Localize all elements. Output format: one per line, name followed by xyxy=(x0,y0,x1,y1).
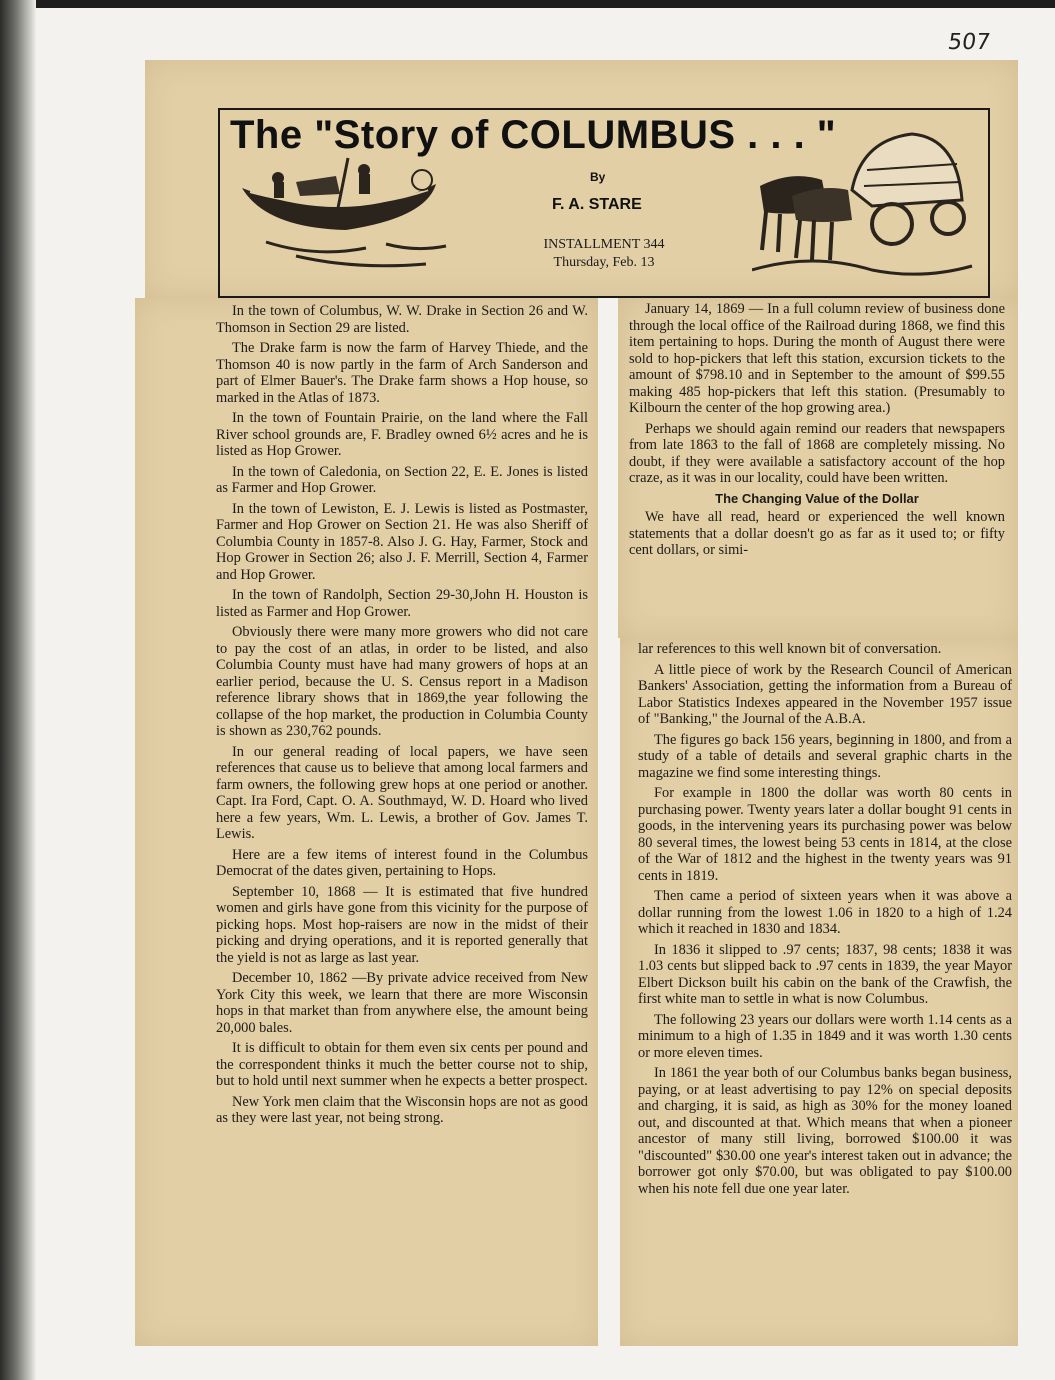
paragraph: In our general reading of local papers, we have seen references that cause us to believe that among local farmers and farm owners, the following grew hops at one period or another. Capt. Ira Ford, Capt. O. A. Southmayd, W. D. Hoard who lived here a few years, Wm. L. Lewis, a brother of Gov. James T. Lewis. xyxy=(216,743,588,842)
paragraph: September 10, 1868 — It is estimated that five hundred women and girls have gone from this vicinity for the purpose of picking hops. Most hop-raisers are now in the midst of their picking and drying operations, and it is reported generally that the yield is not as large as last year. xyxy=(216,883,588,966)
paragraph: A little piece of work by the Research Council of American Bankers' Association, getting the information from a Bureau of Labor Statistics Indexes appeared in the November 1957 issue of "Banking," the Journal of the A.B.A. xyxy=(638,661,1012,727)
byline: By xyxy=(590,170,606,184)
paragraph: For example in 1800 the dollar was worth 80 cents in purchasing power. Twenty years later a dollar bought 91 cents in goods, in the intervening years its purchasing power was below 80 several times, the lowest being 53 cents in 1814, at the close of the War of 1812 and the highest in the twenty years was 91 cents in 1819. xyxy=(638,785,1012,884)
paragraph: In 1836 it slipped to .97 cents; 1837, 98 cents; 1838 it was 1.03 cents but slipped back to .97 cents in 1839, the year Mayor Elbert Dickson built his cabin on the bank of the Crawfish, the first white man to settle in what is now Columbus. xyxy=(638,941,1012,1007)
paragraph: January 14, 1869 — In a full column review of business done through the local office of the Railroad during 1868, we find this item pertaining to hops. During the month of August there were sold to hop-pickers that left this station, excursion tickets to the amount of $798.10 and in September to the amount of $99.55 making 485 hop-pickers that left this station. (Presumably to Kilbourn the center of the hop growing area.) xyxy=(629,301,1005,416)
continued-paragraph: lar references to this well known bit of conversation. xyxy=(638,641,942,657)
paragraph: In the town of Caledonia, on Section 22, E. E. Jones is listed as Farmer and Hop Grower. xyxy=(216,463,588,496)
paragraph: Then came a period of sixteen years when it was above a dollar running from the lowest 1.06 in 1820 to a high of 1.24 which it reached in 1830 and 1834. xyxy=(638,888,1012,937)
paragraph: December 10, 1862 —By private advice received from New York City this week, we learn that there are more Wisconsin hops in that market than from anywhere else, the amount being 20,000 bales. xyxy=(216,970,588,1036)
section-heading: The Changing Value of the Dollar xyxy=(715,490,919,506)
paragraph: In the town of Randolph, Section 29-30,John H. Houston is listed as Farmer and Hop Grower. xyxy=(216,587,588,620)
paragraph: We have all read, heard or experienced the well known statements that a dollar doesn't go as far as it used to; or fifty cent dollars, or simi- xyxy=(629,509,1005,558)
paragraph: In the town of Columbus, W. W. Drake in Section 26 and W. Thomson in Section 29 are listed. xyxy=(216,303,588,336)
left-column xyxy=(216,303,588,1131)
paragraph: In the town of Lewiston, E. J. Lewis is listed as Postmaster, Farmer and Hop Grower on Section 21. He was also Sheriff of Columbia County in 1857-8. Also J. G. Hay, Farmer, Stock and Hop Grower in Section 26; also J. F. Merrill, Section 4, Farmer and Hop Grower. xyxy=(216,500,588,583)
paragraph: In the town of Fountain Prairie, on the land where the Fall River school grounds are, F. Bradley owned 6½ acres and he is listed as Hop Grower. xyxy=(216,410,588,459)
paragraph: The following 23 years our dollars were worth 1.14 cents as a minimum to a high of 1.35 in 1849 and it was worth 1.30 cents or more eleven times. xyxy=(638,1011,1012,1061)
paragraph: It is difficult to obtain for them even six cents per pound and the correspondent thinks it much the better course not to ship, but to hold until next summer when he expects a better prospect. xyxy=(216,1040,588,1089)
installment-info xyxy=(524,236,684,272)
page-number: 507 xyxy=(946,30,992,55)
covered-wagon-illustration xyxy=(752,120,977,285)
canoe-illustration xyxy=(236,148,462,278)
paragraph: The Drake farm is now the farm of Harvey Thiede, and the Thomson 40 is now partly in the farm of Arch Sanderson and part of Elmer Bauer's. The Drake farm shows a Hop house, so marked in the Atlas of 1873. xyxy=(216,340,588,406)
paragraph: Perhaps we should again remind our readers that newspapers from late 1863 to the fall of 1868 are completely missing. No doubt, if they were available a satisfactory account of the hop craze, as it was in our locality, could have been written. xyxy=(629,420,1005,486)
right-column-bottom xyxy=(638,641,1012,1201)
article-title: The "Story of COLUMBUS . . . " xyxy=(230,113,837,157)
installment-number: INSTALLMENT 344 xyxy=(543,237,665,252)
paragraph: The figures go back 156 years, beginning in 1800, and from a study of a table of details and several graphic charts in the magazine we find some interesting things. xyxy=(638,731,1012,781)
paragraph: Obviously there were many more growers who did not care to pay the cost of an atlas, in order to be listed, and also Columbia County must have had many growers of hops at an earlier period, because the U. S. Census report in a Madison reference library shows that in 1869,the year following the collapse of the hop market, the production in Columbia County is shown as 230,762 pounds. xyxy=(216,624,588,739)
right-column-top xyxy=(629,301,1005,563)
paragraph: In 1861 the year both of our Columbus banks began business, paying, or at least advertising to pay 12% on special deposits and charging, it is said, as high as 30% for the money loaned out, and discounted at that. Which means that when a pioneer ancestor of many still living, borrowed $100.00 it was "discounted" $30.00 one year's interest taken out in advance; the borrower got only $70.00, but was obligated to pay $100.00 when his note fell due one year later. xyxy=(638,1065,1012,1197)
paragraph: New York men claim that the Wisconsin hops are not as good as they were last year, not being strong. xyxy=(216,1093,588,1126)
book-binding xyxy=(0,0,36,1380)
paragraph: Here are a few items of interest found in the Columbus Democrat of the dates given, pertaining to Hops. xyxy=(216,846,588,879)
installment-date: Thursday, Feb. 13 xyxy=(553,255,655,270)
author-name: F. A. STARE xyxy=(552,196,642,213)
